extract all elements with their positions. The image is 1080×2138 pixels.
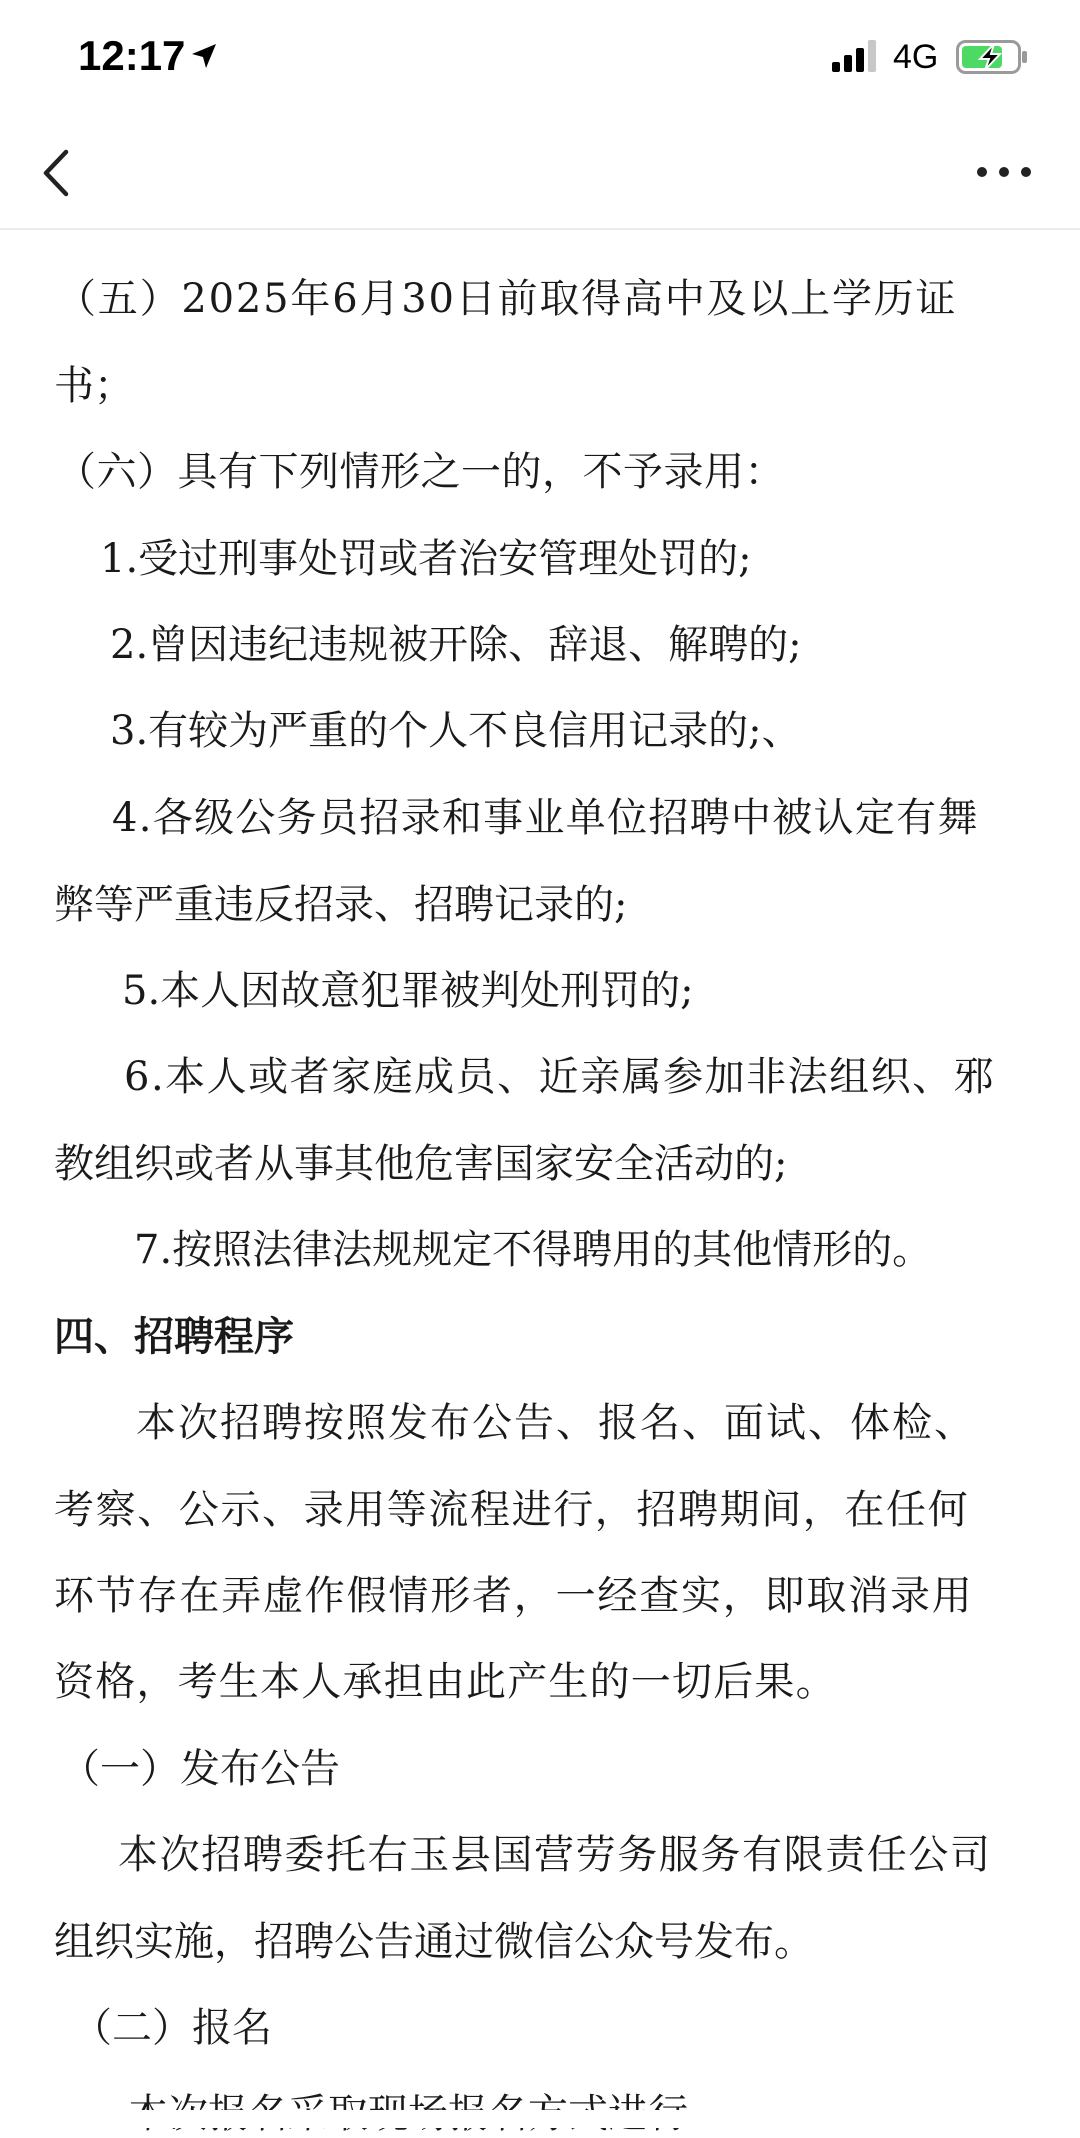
more-ellipsis-icon[interactable] — [972, 142, 1036, 202]
doc-line-16: 环节存在弄虚作假情形者，一经查实，即取消录用 — [54, 1573, 974, 1619]
doc-line-6: 3.有较为严重的个人不良信用记录的;、 — [110, 708, 802, 754]
doc-line-20: 组织实施，招聘公告通过微信公众号发布。 — [54, 1919, 814, 1965]
doc-line-15: 考察、公示、录用等流程进行，招聘期间，在任何 — [54, 1487, 970, 1533]
back-chevron-icon[interactable] — [26, 138, 90, 208]
doc-line-12: 7.按照法律法规规定不得聘用的其他情形的。 — [134, 1227, 933, 1273]
doc-line-5: 2.曾因违纪违规被开除、辞退、解聘的; — [110, 622, 802, 668]
doc-line-9: 5.本人因故意犯罪被判处刑罚的; — [122, 968, 694, 1014]
subsection-heading-registration: （二）报名 — [72, 2005, 272, 2051]
location-arrow-icon — [190, 42, 218, 70]
doc-line-4: 1.受过刑事处罚或者治安管理处罚的; — [100, 536, 752, 582]
status-time: 12:17 — [78, 32, 186, 79]
doc-line-17: 资格，考生本人承担由此产生的一切后果。 — [54, 1659, 837, 1705]
doc-line-19: 本次招聘委托右玉县国营劳务服务有限责任公司 — [118, 1832, 992, 1878]
bottom-safe-area — [0, 2110, 1080, 2128]
section-heading-procedure: 四、招聘程序 — [54, 1314, 294, 1360]
battery-charging-icon — [956, 40, 1028, 74]
status-bar — [0, 0, 1080, 120]
navigation-bar — [0, 120, 1080, 230]
signal-bars-icon — [832, 40, 878, 72]
doc-line-1: （五）2025年6月30日前取得高中及以上学历证 — [56, 276, 958, 322]
document-page — [0, 230, 1080, 2110]
doc-line-3: （六）具有下列情形之一的，不予录用： — [56, 449, 785, 495]
doc-line-2: 书； — [54, 363, 134, 409]
doc-line-8: 弊等严重违反招录、招聘记录的; — [54, 882, 628, 928]
network-type-label: 4G — [893, 38, 939, 76]
subsection-heading-announcement: （一）发布公告 — [60, 1746, 340, 1792]
doc-line-11: 教组织或者从事其他危害国家安全活动的; — [54, 1141, 788, 1187]
doc-line-10: 6.本人或者家庭成员、近亲属参加非法组织、邪 — [124, 1054, 996, 1100]
doc-line-7: 4.各级公务员招录和事业单位招聘中被认定有舞 — [112, 795, 979, 841]
doc-line-14: 本次招聘按照发布公告、报名、面试、体检、 — [136, 1400, 976, 1446]
